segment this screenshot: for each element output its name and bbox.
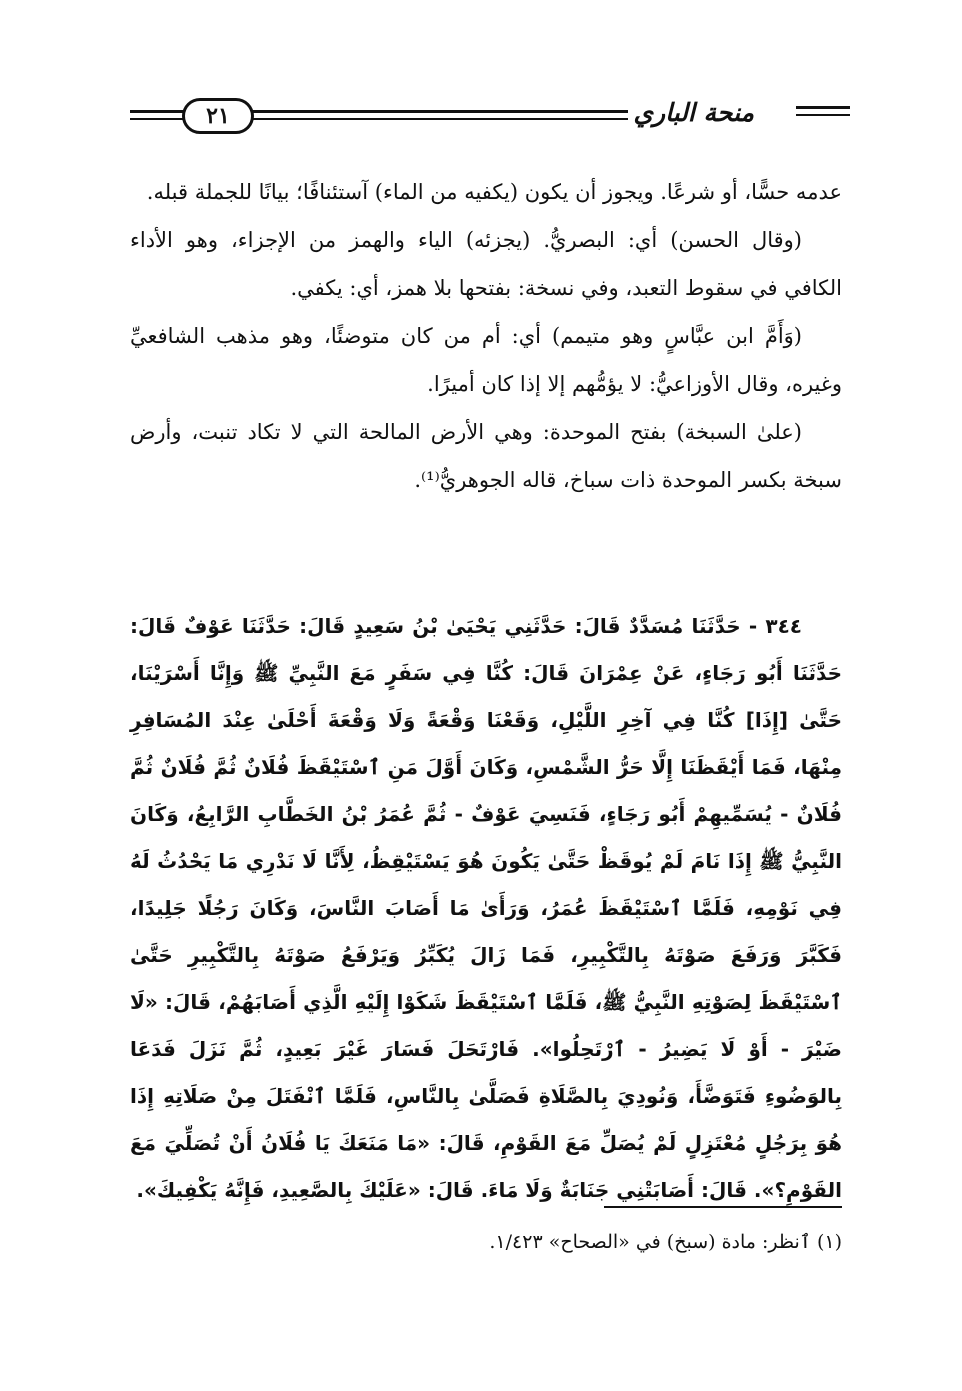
header-rule-right: [796, 106, 850, 109]
paragraph-3: (وَأَمَّ ابن عبَّاسٍ وهو متيمم) أي: أم من كان متوضئًا، وهو مذهب الشافعيِّ وغيره، وقال الأوزاعيُّ: لا يؤمُّهم إلا إذا كان أميرًا.: [130, 324, 842, 396]
page-number: ٢١: [206, 103, 230, 129]
hadith-text: ٣٤٤ - حَدَّثَنَا مُسَدَّدٌ قَالَ: حَدَّثَنِي يَحْيَىٰ بْنُ سَعِيدٍ قَالَ: حَدَّثَنَا عَوْفٌ قَالَ: حَدَّثَنَا أَبُو رَجَاءٍ، عَنْ عِمْرَانَ قَالَ: كُنَّا فِي سَفَرٍ مَعَ النَّبِيِّ ﷺ وَإِنَّا أَسْرَيْنَا، حَتَّىٰ [إِذَا] كُنَّا فِي آخِرِ اللَّيْلِ، وَقَعْنَا وَقْعَةً وَلَا وَقْعَةَ أَحْلَىٰ عِنْدَ المُسَافِرِ مِنْهَا، فَمَا أَيْقَظَنَا إِلَّا حَرُّ الشَّمْسِ، وَكَانَ أَوَّلَ مَنِ ٱسْتَيْقَظَ فُلَانٌ ثُمَّ فُلَانٌ ثُمَّ فُلَانٌ - يُسَمِّيهِمْ أَبُو رَجَاءٍ، فَنَسِيَ عَوْفٌ - ثُمَّ عُمَرُ بْنُ الخَطَّابِ الرَّابِعُ، وَكَانَ النَّبِيُّ ﷺ إِذَا نَامَ لَمْ يُوقَظْ حَتَّىٰ يَكُونَ هُوَ يَسْتَيْقِظُ، لِأَنَّا لَا نَدْرِي مَا يَحْدُثُ لَهُ فِي نَوْمِهِ، فَلَمَّا ٱسْتَيْقَظَ عُمَرُ، وَرَأَىٰ مَا أَصَابَ النَّاسَ، وَكَانَ رَجُلًا جَلِيدًا، فَكَبَّرَ وَرَفَعَ صَوْتَهُ بِالتَّكْبِيرِ، فَمَا زَالَ يُكَبِّرُ وَيَرْفَعُ صَوْتَهُ بِالتَّكْبِيرِ حَتَّىٰ ٱسْتَيْقَظَ لِصَوْتِهِ النَّبِيُّ ﷺ، فَلَمَّا ٱسْتَيْقَظَ شَكَوْا إِلَيْهِ الَّذِي أَصَابَهُمْ، قَالَ: «لَا ضَيْرَ - أَوْ لَا يَضِيرُ - ٱرْتَحِلُوا». فَارْتَحَلَ فَسَارَ غَيْرَ بَعِيدٍ، ثُمَّ نَزَلَ فَدَعَا بِالوَضُوءِ فَتَوَضَّأَ، وَنُودِيَ بِالصَّلَاةِ فَصَلَّىٰ بِالنَّاسِ، فَلَمَّا ٱنْفَتَلَ مِنْ صَلَاتِهِ إِذَا هُوَ بِرَجُلٍ مُعْتَزِلٍ لَمْ يُصَلِّ مَعَ القَوْمِ، قَالَ: «مَا مَنَعَكَ يَا فُلَانُ أَنْ تُصَلِّيَ مَعَ القَوْمِ؟». قَالَ: أَصَابَتْنِي جَنَابَةٌ وَلَا مَاءَ. قَالَ: «عَلَيْكَ بِالصَّعِيدِ، فَإِنَّهُ يَكْفِيكَ».: [130, 614, 842, 1202]
paragraph-2: (وقال الحسن) أي: البصريُّ. (يجزئه) الياء والهمز من الإجزاء، وهو الأداء الكافي في سقوط التعبد، وفي نسخة: بفتحها بلا همز، أي: يكفي.: [130, 228, 842, 300]
footnote: (١) ٱنظر: مادة (سبخ) في «الصحاح» ١/٤٢٣.: [489, 1231, 842, 1253]
header-rule-middle-thin: [252, 118, 628, 120]
hadith-block: [130, 603, 842, 1214]
footnote-rule: [604, 1206, 842, 1208]
page-header: [130, 92, 850, 142]
header-rule-left-thin: [130, 118, 186, 120]
header-rule-right-thin: [796, 114, 850, 116]
page-number-badge: [182, 98, 254, 134]
header-rule-left: [130, 110, 186, 113]
commentary-text: [130, 168, 842, 504]
header-rule-middle: [252, 110, 628, 113]
paragraph-4: (علىٰ السبخة) بفتح الموحدة: وهي الأرض المالحة التي لا تكاد تنبت، وأرض سبخة بكسر الموحدة ذات سباخ، قاله الجوهريُّ⁽¹⁾.: [130, 420, 842, 492]
paragraph-1: عدمه حسًّا، أو شرعًا. ويجوز أن يكون (يكفيه من الماء) آستئنافًا؛ بيانًا للجملة قبله.: [146, 180, 842, 204]
book-title: منحة الباري: [633, 98, 754, 127]
